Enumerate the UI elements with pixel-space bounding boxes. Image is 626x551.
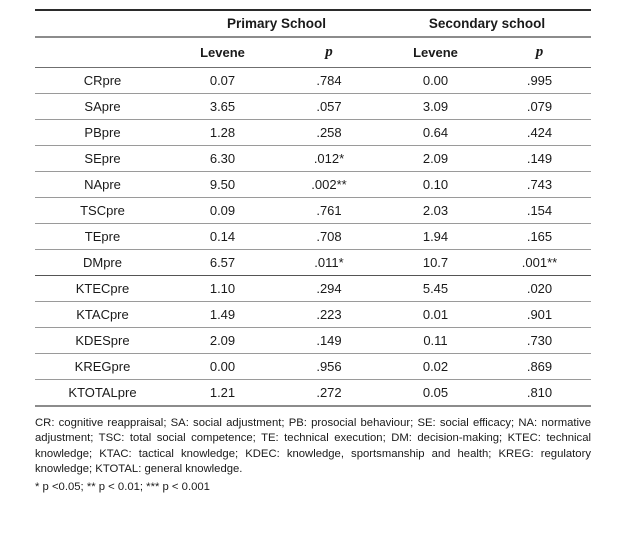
variable-label: PBpre	[35, 120, 170, 146]
primary-levene-value: 0.07	[170, 68, 275, 94]
column-header-variable	[35, 37, 170, 68]
variable-label: KTOTALpre	[35, 380, 170, 407]
group-header-primary-school: Primary School	[170, 11, 383, 37]
secondary-levene-value: 0.02	[383, 354, 488, 380]
primary-levene-value: 1.49	[170, 302, 275, 328]
primary-p-value: .761	[275, 198, 383, 224]
primary-levene-value: 3.65	[170, 94, 275, 120]
secondary-levene-value: 3.09	[383, 94, 488, 120]
variable-label: TSCpre	[35, 198, 170, 224]
significance-note: * p <0.05; ** p < 0.01; *** p < 0.001	[35, 481, 210, 493]
p-symbol: p	[325, 44, 333, 60]
secondary-levene-value: 0.05	[383, 380, 488, 407]
secondary-p-value: .424	[488, 120, 591, 146]
secondary-p-value: .743	[488, 172, 591, 198]
secondary-levene-value: 0.11	[383, 328, 488, 354]
table-notes	[35, 416, 591, 495]
primary-p-value: .223	[275, 302, 383, 328]
secondary-levene-value: 0.10	[383, 172, 488, 198]
secondary-levene-value: 0.00	[383, 68, 488, 94]
secondary-levene-value: 10.7	[383, 250, 488, 276]
primary-p-value: .956	[275, 354, 383, 380]
table-row	[35, 276, 591, 302]
primary-levene-value: 6.30	[170, 146, 275, 172]
variable-label: KDESpre	[35, 328, 170, 354]
table-row	[35, 146, 591, 172]
secondary-p-value: .869	[488, 354, 591, 380]
primary-levene-value: 2.09	[170, 328, 275, 354]
secondary-levene-value: 0.01	[383, 302, 488, 328]
variable-label: KTACpre	[35, 302, 170, 328]
variable-label: CRpre	[35, 68, 170, 94]
secondary-levene-value: 1.94	[383, 224, 488, 250]
table-row	[35, 328, 591, 354]
table-row	[35, 224, 591, 250]
secondary-p-value: .901	[488, 302, 591, 328]
levene-statistics-table	[35, 9, 591, 407]
primary-p-value: .012*	[275, 146, 383, 172]
group-header-secondary-school: Secondary school	[383, 11, 591, 37]
primary-levene-value: 9.50	[170, 172, 275, 198]
secondary-p-value: .154	[488, 198, 591, 224]
primary-levene-value: 0.09	[170, 198, 275, 224]
variable-label: SEpre	[35, 146, 170, 172]
primary-p-value: .258	[275, 120, 383, 146]
primary-p-value: .784	[275, 68, 383, 94]
column-header-secondary-levene: Levene	[383, 37, 488, 68]
table-row	[35, 302, 591, 328]
variable-label: DMpre	[35, 250, 170, 276]
table-body	[35, 68, 591, 407]
variable-label: KTECpre	[35, 276, 170, 302]
variable-label: TEpre	[35, 224, 170, 250]
secondary-levene-value: 0.64	[383, 120, 488, 146]
abbreviation-note: CR: cognitive reappraisal; SA: social adjustment; PB: prosocial behaviour; SE: social efficacy; NA: normative adjustment; TSC: total social competence; TE: technical execution; DM: decision-making; KTEC: technical knowledge; KTAC: tactical knowledge; KDEC: knowledge, sportsmanship and health; KREG: regulatory knowledge; KTOTAL: general knowledge.	[35, 417, 591, 475]
primary-p-value: .272	[275, 380, 383, 407]
variable-label: KREGpre	[35, 354, 170, 380]
variable-label: NApre	[35, 172, 170, 198]
table-page	[0, 9, 626, 551]
secondary-p-value: .810	[488, 380, 591, 407]
column-header-primary-p	[275, 37, 383, 68]
secondary-p-value: .149	[488, 146, 591, 172]
group-header-row	[35, 11, 591, 37]
group-header-blank	[35, 11, 170, 37]
secondary-p-value: .165	[488, 224, 591, 250]
table-row	[35, 68, 591, 94]
primary-p-value: .294	[275, 276, 383, 302]
secondary-p-value: .730	[488, 328, 591, 354]
secondary-p-value: .079	[488, 94, 591, 120]
table-row	[35, 380, 591, 407]
table-row	[35, 120, 591, 146]
secondary-levene-value: 2.03	[383, 198, 488, 224]
secondary-p-value: .020	[488, 276, 591, 302]
primary-p-value: .708	[275, 224, 383, 250]
table-row	[35, 198, 591, 224]
primary-levene-value: 0.00	[170, 354, 275, 380]
table-row	[35, 250, 591, 276]
table-row	[35, 354, 591, 380]
column-header-secondary-p	[488, 37, 591, 68]
secondary-p-value: .995	[488, 68, 591, 94]
secondary-p-value: .001**	[488, 250, 591, 276]
secondary-levene-value: 5.45	[383, 276, 488, 302]
primary-p-value: .149	[275, 328, 383, 354]
primary-p-value: .011*	[275, 250, 383, 276]
variable-label: SApre	[35, 94, 170, 120]
primary-levene-value: 1.21	[170, 380, 275, 407]
primary-levene-value: 1.28	[170, 120, 275, 146]
primary-levene-value: 6.57	[170, 250, 275, 276]
table-header	[35, 10, 591, 68]
primary-levene-value: 1.10	[170, 276, 275, 302]
secondary-levene-value: 2.09	[383, 146, 488, 172]
column-header-row	[35, 37, 591, 68]
column-header-primary-levene: Levene	[170, 37, 275, 68]
primary-levene-value: 0.14	[170, 224, 275, 250]
table-row	[35, 172, 591, 198]
table-row	[35, 94, 591, 120]
primary-p-value: .002**	[275, 172, 383, 198]
primary-p-value: .057	[275, 94, 383, 120]
p-symbol: p	[535, 44, 544, 60]
